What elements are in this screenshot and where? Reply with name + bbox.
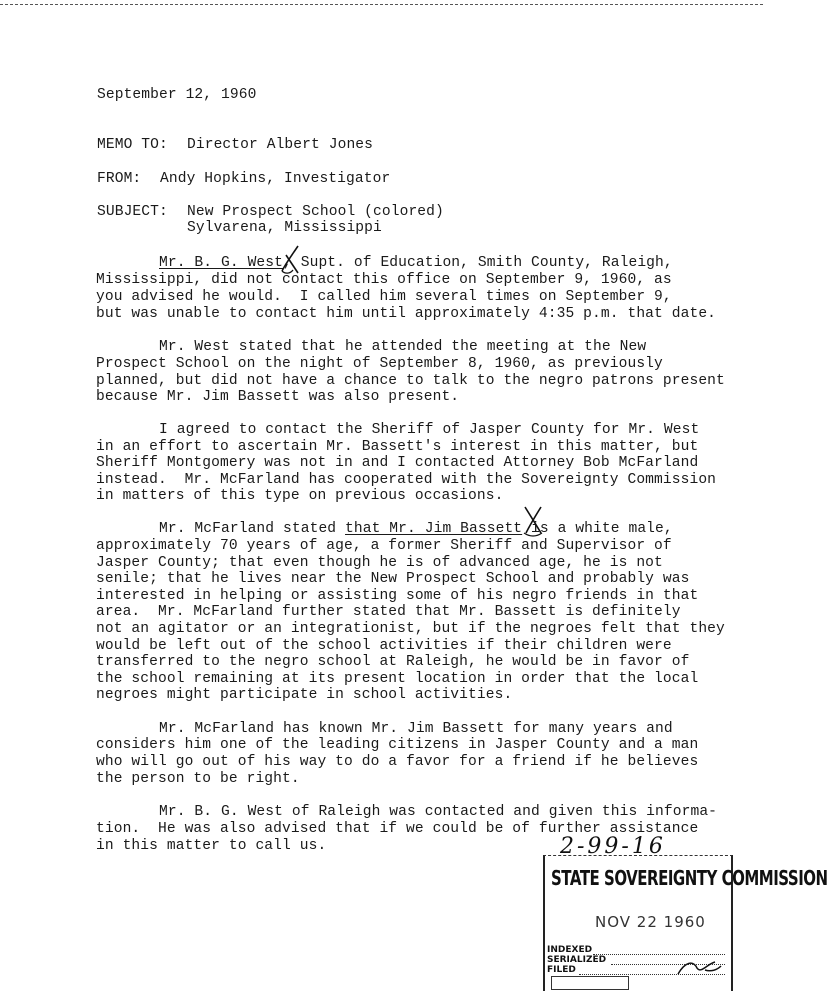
paragraph-1-line-2: Mississippi, did not contact this office on September 9, 1960, as xyxy=(96,272,672,288)
paragraph-4-line-10: the school remaining at its present location in order that the local xyxy=(96,671,699,687)
memo-subject-line-2: Sylvarena, Mississippi xyxy=(187,220,382,236)
paragraph-1-line-3: you advised he would. I called him several times on September 9, xyxy=(96,289,672,305)
memo-date: September 12, 1960 xyxy=(97,87,257,103)
stamp-dotted-line xyxy=(593,954,725,955)
memo-from-label: FROM: xyxy=(97,171,142,187)
paragraph-2-line-3: planned, but did not have a chance to talk to the negro patrons present xyxy=(96,373,725,389)
paragraph-4-line-1: Mr. McFarland stated that Mr. Jim Bassett is a white male, xyxy=(159,521,673,537)
paragraph-6-line-1: Mr. B. G. West of Raleigh was contacted and given this informa- xyxy=(159,804,718,820)
stamp-label-serialized: SERIALIZED xyxy=(547,955,607,965)
paragraph-5-line-4: the person to be right. xyxy=(96,771,300,787)
paragraph-1-line-1: Mr. B. G. West, Supt. of Education, Smith County, Raleigh, xyxy=(159,255,673,271)
paragraph-4-line-11: negroes might participate in school activities. xyxy=(96,687,513,703)
paragraph-1-line-4: but was unable to contact him until approximately 4:35 p.m. that date. xyxy=(96,306,717,322)
paragraph-5-line-2: considers him one of the leading citizens in Jasper County and a man xyxy=(96,737,699,753)
paragraph-4-line-3: Jasper County; that even though he is of advanced age, he is not xyxy=(96,555,663,571)
stamp-dotted-line xyxy=(611,964,725,965)
stamp-date: NOV 22 1960 xyxy=(595,913,706,931)
underlined-name-west: Mr. B. G. West xyxy=(159,255,284,271)
memo-subject-label: SUBJECT: xyxy=(97,204,168,220)
paragraph-3-line-4: instead. Mr. McFarland has cooperated with the Sovereignty Commission xyxy=(96,472,717,488)
paragraph-2-line-1: Mr. West stated that he attended the meeting at the New xyxy=(159,339,647,355)
paragraph-4-line-6: area. Mr. McFarland further stated that Mr. Bassett is definitely xyxy=(96,604,681,620)
paragraph-5-line-1: Mr. McFarland has known Mr. Jim Bassett for many years and xyxy=(159,721,673,737)
handwritten-initials-icon xyxy=(675,956,723,980)
stamp-box xyxy=(551,976,629,990)
paragraph-4-line-2: approximately 70 years of age, a former Sheriff and Supervisor of xyxy=(96,538,672,554)
stamp-dotted-line xyxy=(579,974,725,975)
stamp-title: STATE SOVEREIGNTY COMMISSION xyxy=(551,866,828,891)
memo-from-value: Andy Hopkins, Investigator xyxy=(160,171,391,187)
paragraph-4-line-4: senile; that he lives near the New Prospect School and probably was xyxy=(96,571,690,587)
handwritten-file-number: 2-99-16 xyxy=(560,834,666,859)
paragraph-2-line-4: because Mr. Jim Bassett was also present. xyxy=(96,389,460,405)
paragraph-2-line-2: Prospect School on the night of September 8, 1960, as previously xyxy=(96,356,663,372)
paragraph-4-line-9: transferred to the negro school at Raleigh, he would be in favor of xyxy=(96,654,690,670)
stamp-label-indexed: INDEXED xyxy=(547,945,593,955)
memo-to-value: Director Albert Jones xyxy=(187,137,374,153)
paragraph-3-line-2: in an effort to ascertain Mr. Bassett's interest in this matter, but xyxy=(96,439,699,455)
paragraph-4-line-8: would be left out of the school activities if their children were xyxy=(96,638,672,654)
underlined-name-bassett: that Mr. Jim Bassett xyxy=(345,521,523,537)
paragraph-6-line-3: in this matter to call us. xyxy=(96,838,327,854)
paragraph-3-line-3: Sheriff Montgomery was not in and I contacted Attorney Bob McFarland xyxy=(96,455,699,471)
received-stamp xyxy=(543,855,828,991)
paragraph-3-line-1: I agreed to contact the Sheriff of Jasper County for Mr. West xyxy=(159,422,700,438)
memo-to-label: MEMO TO: xyxy=(97,137,168,153)
paragraph-5-line-3: who will go out of his way to do a favor for a friend if he believes xyxy=(96,754,699,770)
paragraph-3-line-5: in matters of this type on previous occasions. xyxy=(96,488,504,504)
stamp-label-filed: FILED xyxy=(547,965,576,975)
memo-subject-line-1: New Prospect School (colored) xyxy=(187,204,444,220)
top-edge-rule xyxy=(0,4,763,5)
paragraph-6-line-2: tion. He was also advised that if we could be of further assistance xyxy=(96,821,699,837)
paragraph-4-line-7: not an agitator or an integrationist, but if the negroes felt that they xyxy=(96,621,725,637)
paragraph-4-line-5: interested in helping or assisting some of his negro friends in that xyxy=(96,588,699,604)
